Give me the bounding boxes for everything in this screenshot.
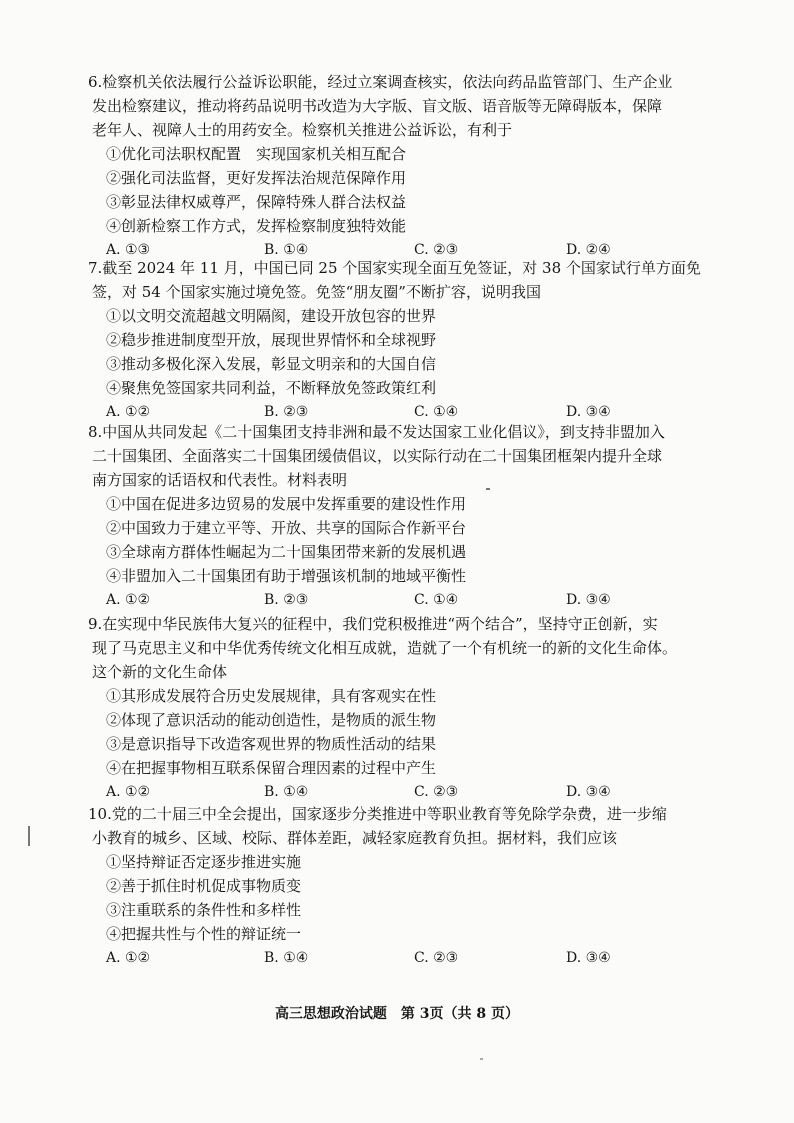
question-6 <box>88 70 712 262</box>
answer-choices <box>92 588 712 612</box>
question-7 <box>88 256 712 424</box>
statement-4: ④在把握事物相互联系保留合理因素的过程中产生 <box>106 759 437 777</box>
choice-c[interactable]: C. ①④ <box>414 404 459 420</box>
statement-2: ②稳步推进制度型开放，展现世界情怀和全球视野 <box>106 331 437 349</box>
choice-a[interactable]: A. ①② <box>106 592 151 608</box>
scan-mark <box>480 1058 483 1060</box>
question-stem-line: 签，对 54 个国家实施过境免签。免签“朋友圈”不断扩容，说明我国 <box>92 283 541 301</box>
scan-mark <box>28 826 30 846</box>
question-stem-line: 老年人、视障人士的用药安全。检察机关推进公益诉讼，有利于 <box>92 121 513 139</box>
choice-b[interactable]: B. ①④ <box>264 950 309 966</box>
question-stem-line: 6.检察机关依法履行公益诉讼职能，经过立案调查核实，依法向药品监管部门、生产企业 <box>88 73 673 91</box>
choice-d[interactable]: D. ③④ <box>566 950 611 966</box>
statement-3: ③推动多极化深入发展，彰显文明亲和的大国自信 <box>106 355 437 373</box>
choice-d[interactable]: D. ②④ <box>566 242 611 258</box>
choice-a[interactable]: A. ①② <box>106 950 151 966</box>
question-stem-line: 二十国集团、全面落实二十国集团缓债倡议，以实际行动在二十国集团框架内提升全球 <box>92 447 663 465</box>
statement-4: ④聚焦免签国家共同利益，不断释放免签政策红利 <box>106 379 437 397</box>
statement-2: ②善于抓住时机促成事物质变 <box>106 877 302 895</box>
answer-choices <box>92 946 712 970</box>
question-8 <box>88 420 712 612</box>
choice-a[interactable]: A. ①② <box>106 784 151 800</box>
statement-1: ①以文明交流超越文明隔阂，建设开放包容的世界 <box>106 307 437 325</box>
choice-d[interactable]: D. ③④ <box>566 404 611 420</box>
choice-b[interactable]: B. ②③ <box>264 404 309 420</box>
question-stem-line: 现了马克思主义和中华优秀传统文化相互成就，造就了一个有机统一的新的文化生命体。 <box>92 639 678 657</box>
statement-1: ①其形成发展符合历史发展规律，具有客观实在性 <box>106 687 437 705</box>
answer-choices <box>92 780 712 804</box>
question-stem-line: 10.党的二十届三中全会提出，国家逐步分类推进中等职业教育等免除学杂费，进一步缩 <box>88 805 667 823</box>
choice-c[interactable]: C. ②③ <box>414 242 459 258</box>
statement-2: ②中国致力于建立平等、开放、共享的国际合作新平台 <box>106 519 467 537</box>
question-10 <box>88 802 712 970</box>
statement-1: ①优化司法职权配置 实现国家机关相互配合 <box>106 145 407 163</box>
choice-d[interactable]: D. ③④ <box>566 592 611 608</box>
statement-2: ②体现了意识活动的能动创造性，是物质的派生物 <box>106 711 437 729</box>
choice-c[interactable]: C. ②③ <box>414 784 459 800</box>
question-9 <box>88 612 712 804</box>
question-stem-line: 7.截至 2024 年 11 月，中国已同 25 个国家实现全面互免签证，对 38 个国家试行单方面免 <box>88 259 701 277</box>
choice-b[interactable]: B. ①④ <box>264 784 309 800</box>
choice-d[interactable]: D. ③④ <box>566 784 611 800</box>
statement-3: ③彰显法律权威尊严，保障特殊人群合法权益 <box>106 193 407 211</box>
question-stem-line: 这个新的文化生命体 <box>92 663 228 681</box>
choice-a[interactable]: A. ①② <box>106 404 151 420</box>
page-footer: 高三思想政治试题 第 3页（共 8 页） <box>274 1006 520 1022</box>
statement-4: ④把握共性与个性的辩证统一 <box>106 925 302 943</box>
question-stem-line: 小教育的城乡、区域、校际、群体差距，减轻家庭教育负担。据材料，我们应该 <box>92 829 618 847</box>
question-stem-line: 9.在实现中华民族伟大复兴的征程中，我们党积极推进“两个结合”，坚持守正创新，实 <box>88 615 658 633</box>
question-stem-line: 南方国家的话语权和代表性。材料表明 <box>92 471 348 489</box>
choice-b[interactable]: B. ②③ <box>264 592 309 608</box>
choice-b[interactable]: B. ①④ <box>264 242 309 258</box>
statement-3: ③是意识指导下改造客观世界的物质性活动的结果 <box>106 735 437 753</box>
statement-1: ①坚持辩证否定逐步推进实施 <box>106 853 302 871</box>
statement-3: ③注重联系的条件性和多样性 <box>106 901 302 919</box>
statement-4: ④创新检察工作方式，发挥检察制度独特效能 <box>106 217 407 235</box>
statement-2: ②强化司法监督，更好发挥法治规范保障作用 <box>106 169 407 187</box>
question-stem-line: 发出检察建议，推动将药品说明书改造为大字版、盲文版、语音版等无障碍版本，保障 <box>92 97 663 115</box>
statement-4: ④非盟加入二十国集团有助于增强该机制的地域平衡性 <box>106 567 467 585</box>
scan-mark <box>486 488 490 490</box>
choice-c[interactable]: C. ②③ <box>414 950 459 966</box>
choice-c[interactable]: C. ①④ <box>414 592 459 608</box>
choice-a[interactable]: A. ①③ <box>106 242 151 258</box>
question-stem-line: 8.中国从共同发起《二十国集团支持非洲和最不发达国家工业化倡议》，到支持非盟加入 <box>88 423 665 441</box>
statement-3: ③全球南方群体性崛起为二十国集团带来新的发展机遇 <box>106 543 467 561</box>
statement-1: ①中国在促进多边贸易的发展中发挥重要的建设性作用 <box>106 495 467 513</box>
